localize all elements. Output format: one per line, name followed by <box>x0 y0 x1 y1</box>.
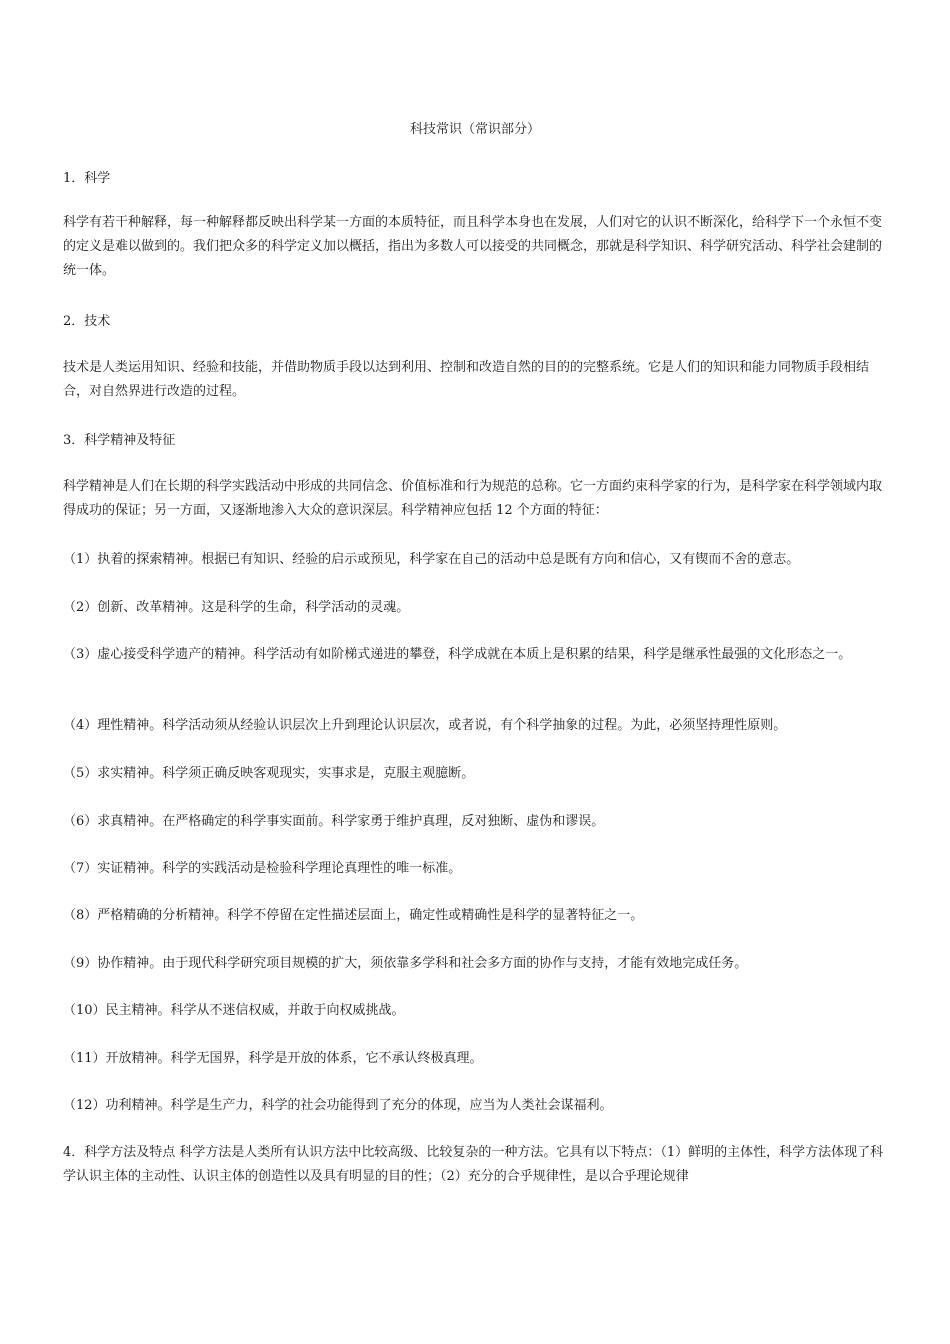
section-3-body: 科学精神是人们在长期的科学实践活动中形成的共同信念、价值标准和行为规范的总称。它一方面约束科学家的行为，是科学家在科学领域内取得成功的保证；另一方面，又逐渐地渗入大众的意识深层。科学精神应包括 12 个方面的特征： <box>63 479 883 518</box>
list-item: （3）虚心接受科学遗产的精神。科学活动有如阶梯式递进的攀登，科学成就在本质上是积累的结果，科学是继承性最强的文化形态之一。 <box>63 647 852 662</box>
list-item: （9）协作精神。由于现代科学研究项目规模的扩大，须依靠多学科和社会多方面的协作与支持，才能有效地完成任务。 <box>63 956 748 971</box>
list-item: （11）开放精神。科学无国界，科学是开放的体系，它不承认终极真理。 <box>63 1051 483 1066</box>
list-item: （5）求实精神。科学须正确反映客观现实，实事求是，克服主观臆断。 <box>63 766 475 781</box>
section-2-heading: 2．技术 <box>63 314 111 329</box>
section-2-body: 技术是人类运用知识、经验和技能，并借助物质手段以达到利用、控制和改造自然的目的的完整系统。它是人们的知识和能力同物质手段相结合，对自然界进行改造的过程。 <box>63 360 870 399</box>
list-item: （4）理性精神。科学活动须从经验认识层次上升到理论认识层次，或者说，有个科学抽象的过程。为此，必须坚持理性原则。 <box>63 718 787 733</box>
list-item: （8）严格精确的分析精神。科学不停留在定性描述层面上，确定性或精确性是科学的显著特征之一。 <box>63 908 644 923</box>
list-item: （2）创新、改革精神。这是科学的生命，科学活动的灵魂。 <box>63 600 410 615</box>
section-1-heading: 1．科学 <box>63 171 111 186</box>
list-item: （1）执着的探索精神。根据已有知识、经验的启示或预见，科学家在自己的活动中总是既有方向和信心，又有锲而不舍的意志。 <box>63 552 800 567</box>
section-3-heading: 3．科学精神及特征 <box>63 433 176 448</box>
list-item: （12）功利精神。科学是生产力，科学的社会功能得到了充分的体现，应当为人类社会谋福利。 <box>63 1098 613 1113</box>
section-4-body: 4．科学方法及特点 科学方法是人类所有认识方法中比较高级、比较复杂的一种方法。它具有以下特点：（1）鲜明的主体性，科学方法体现了科学认识主体的主动性、认识主体的创造性以及具有明显的目的性；（2）充分的合乎规律性，是以合乎理论规律 <box>63 1145 884 1184</box>
section-1-body: 科学有若干种解释，每一种解释都反映出科学某一方面的本质特征，而且科学本身也在发展，人们对它的认识不断深化，给科学下一个永恒不变的定义是难以做到的。我们把众多的科学定义加以概括，指出为多数人可以接受的共同概念，那就是科学知识、科学研究活动、科学社会建制的统一体。 <box>63 215 883 278</box>
list-item: （6）求真精神。在严格确定的科学事实面前。科学家勇于维护真理，反对独断、虚伪和谬误。 <box>63 814 605 829</box>
list-item: （10）民主精神。科学从不迷信权威，并敢于向权威挑战。 <box>63 1003 405 1018</box>
list-item: （7）实证精神。科学的实践活动是检验科学理论真理性的唯一标准。 <box>63 861 462 876</box>
page-title: 科技常识（常识部分） <box>409 122 540 137</box>
